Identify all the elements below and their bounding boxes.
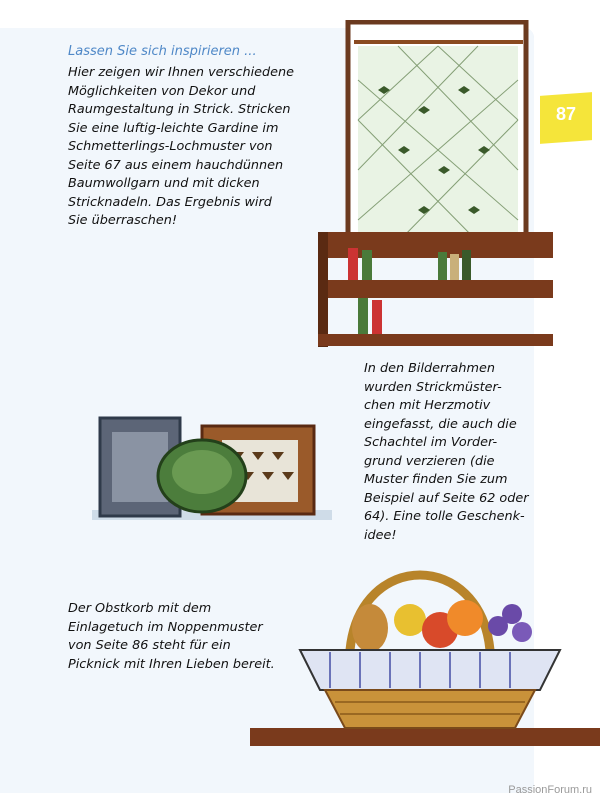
- intro-line: Hier zeigen wir Ihnen verschiedene: [68, 65, 295, 80]
- frames-line: wurden Strickmüster-: [364, 379, 502, 395]
- intro-heading: Lassen Sie sich inspirieren ...: [68, 44, 257, 59]
- frames-caption: [364, 360, 539, 545]
- basket-line: Der Obstkorb mit dem: [68, 601, 212, 616]
- picture-frame-icon: [92, 418, 332, 520]
- intro-line: Stricknadeln. Das Ergebnis wird: [68, 194, 272, 210]
- basket-line: Einlagetuch im Noppenmuster: [68, 619, 263, 635]
- frames-line: eingefasst, die auch die: [364, 416, 517, 432]
- intro-line: Sie eine luftig-leichte Gardine im: [68, 120, 279, 136]
- curtain-window-icon: [318, 22, 553, 347]
- intro-line: Seite 67 aus einem hauchdünnen: [68, 157, 284, 173]
- intro-line: Baumwollgarn und mit dicken: [68, 176, 260, 191]
- fruit-basket-icon: [250, 575, 600, 746]
- intro-paragraph: [68, 64, 328, 231]
- frames-line: Beispiel auf Seite 62 oder: [364, 490, 529, 506]
- intro-line: Raumgestaltung in Strick. Stricken: [68, 102, 291, 117]
- frames-line: grund verzieren (die: [364, 453, 495, 469]
- intro-line: Möglichkeiten von Dekor und: [68, 83, 256, 99]
- intro-line: Sie überraschen!: [68, 213, 178, 228]
- watermark: PassionForum.ru: [508, 784, 592, 796]
- frames-line: In den Bilderrahmen: [364, 361, 495, 376]
- curtain-window-illustration: [318, 20, 558, 350]
- basket-line: Picknick mit Ihren Lieben bereit.: [68, 656, 275, 672]
- picture-frames-illustration: [92, 410, 332, 530]
- basket-line: von Seite 86 steht für ein: [68, 638, 231, 653]
- page-number: 87: [555, 104, 577, 124]
- frames-line: Schachtel im Vorder-: [364, 435, 498, 450]
- frames-line: 64). Eine tolle Geschenk-: [364, 509, 525, 524]
- intro-line: Schmetterlings-Lochmuster von: [68, 139, 273, 154]
- fruit-basket-illustration: [250, 540, 600, 760]
- frames-line: idee!: [364, 527, 397, 543]
- frames-line: Muster finden Sie zum: [364, 472, 508, 487]
- frames-line: chen mit Herzmotiv: [364, 398, 491, 413]
